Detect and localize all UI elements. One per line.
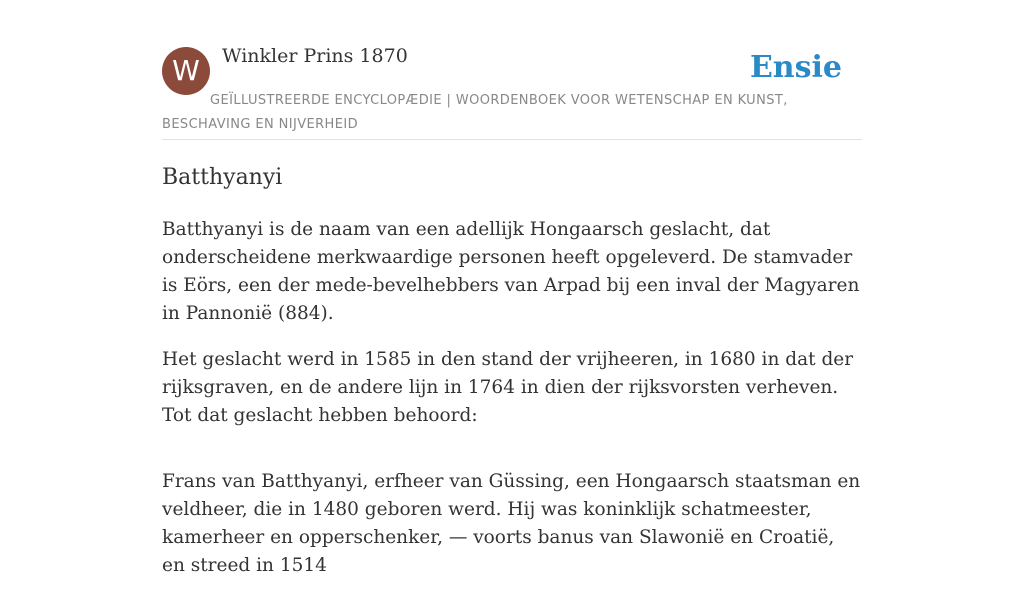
article-paragraph: Batthyanyi is de naam van een adellijk Hongaarsch geslacht, dat onderscheidene merkwaardige personen heeft opgeleverd. De stamvader is Eörs, een der mede-bevelhebbers van Arpad bij een inval der Magyaren in Pannonië (884).	[162, 219, 860, 324]
ensie-logo[interactable]: Ensie	[749, 50, 842, 85]
source-avatar[interactable]: W	[162, 47, 210, 95]
header-divider	[162, 139, 862, 140]
article-paragraph: Frans van Batthyanyi, erfheer van Güssing, een Hongaarsch staatsman en veldheer, die in 1480 geboren werd. Hij was koninklijk schatmeester, kamerheer en opperschenker, — voorts banus van Slawonië en Croatië, en streed in 1514	[162, 471, 861, 576]
source-title[interactable]: Winkler Prins 1870	[222, 45, 408, 67]
article-body	[162, 216, 862, 598]
source-subtitle: GEÏLLUSTREERDE ENCYCLOPÆDIE | WOORDENBOEK VOOR WETENSCHAP EN KUNST, BESCHAVING EN NIJVERHEID	[162, 93, 788, 132]
article-paragraph: Het geslacht werd in 1585 in den stand der vrijheeren, in 1680 in dat der rijksgraven, en de andere lijn in 1764 in dien der rijksvorsten verheven. Tot dat geslacht hebben behoord:	[162, 349, 854, 426]
article-title: Batthyanyi	[162, 165, 283, 190]
